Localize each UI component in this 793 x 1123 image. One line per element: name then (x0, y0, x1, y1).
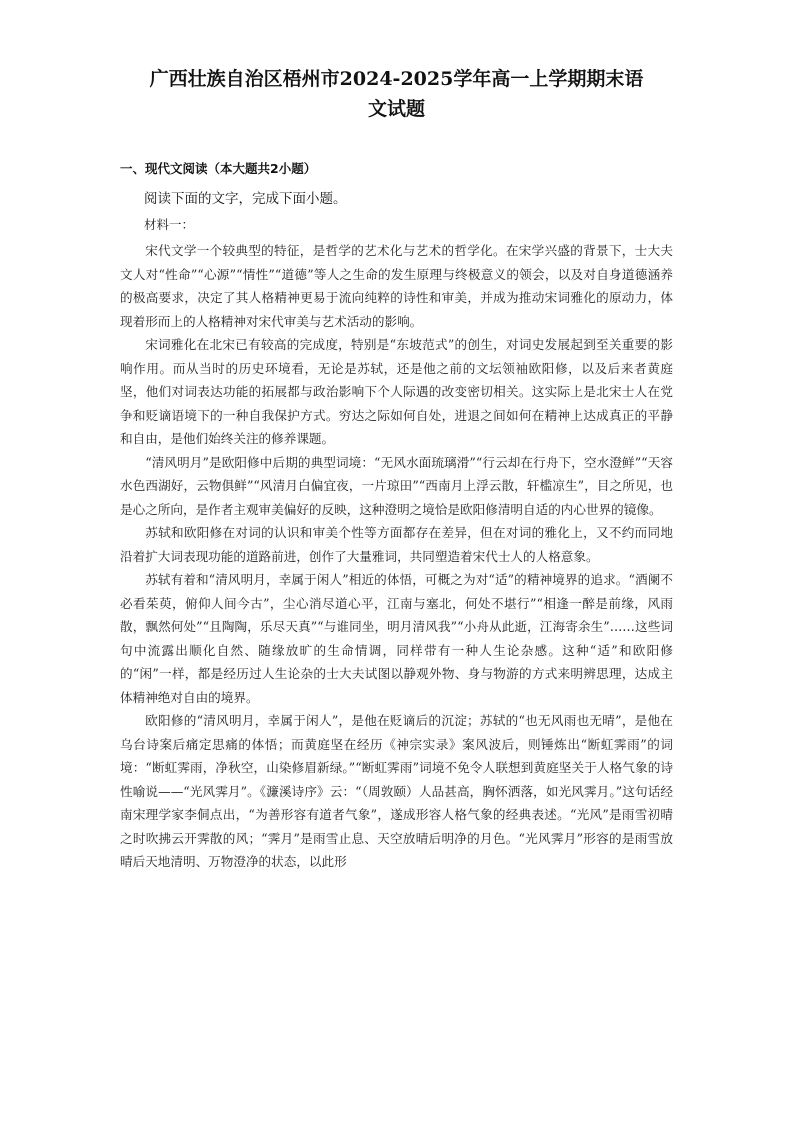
paragraph: “清风明月”是欧阳修中后期的典型词境：“无风水面琉璃滑”“行云却在行舟下，空水澄鲜”“天容水色西湖好，云物俱鲜”“风清月白偏宜夜，一片琼田”“西南月上浮云散，轩槛凉生”，目之所见，也是心之所向，是作者主观审美偏好的反映，这种澄明之境恰是欧阳修清明自适的内心世界的镜像。 (120, 454, 673, 517)
paragraph: 苏轼和欧阳修在对词的认识和审美个性等方面都存在差异，但在对词的雅化上，又不约而同地沿着扩大词表现功能的道路前进，创作了大量雅词，共同塑造着宋代士人的人格意象。 (120, 525, 673, 564)
paragraph: 宋词雅化在北宋已有较高的完成度，特别是“东坡范式”的创生，对词史发展起到至关重要的影响作用。而从当时的历史环境看，无论是苏轼，还是他之前的文坛领袖欧阳修，以及后来者黄庭坚，他们对词表达功能的拓展都与政治影响下个人际遇的改变密切相关。这实际上是北宋士人在党争和贬谪语境下的一种自我保护方式。穷达之际如何自处，进退之间如何在精神上达成真正的平静和自由，是他们始终关注的修养课题。 (120, 337, 673, 446)
document-title (100, 64, 693, 124)
paragraph: 欧阳修的“清风明月，幸属于闲人”，是他在贬谪后的沉淀；苏轼的“也无风雨也无晴”，是他在乌台诗案后痛定思痛的体悟；而黄庭坚在经历《神宗实录》案风波后，则锤炼出“断虹霁雨”的词境：“断虹霁雨，净秋空，山染修眉新绿。”“断虹霁雨”词境不免令人联想到黄庭坚关于人格气象的诗性喻说——“光风霁月”。《濂溪诗序》云：“（周敦颐）人品甚高，胸怀洒落，如光风霁月。”这句话经南宋理学家李侗点出，“为善形容有道者气象”，遂成形容人格气象的经典表述。“光风”是雨雪初晴之时吹拂云开霁散的风；“霁月”是雨雪止息、天空放晴后明净的月色。“光风霁月”形容的是雨雪放晴后天地清明、万物澄净的状态，以此形 (120, 713, 673, 869)
section-heading: 一、现代文阅读（本大题共2小题） (120, 161, 317, 176)
paragraph: 苏轼有着和“清风明月，幸属于闲人”相近的体悟，可概之为对“适”的精神境界的追求。“酒阑不必看茱萸，俯仰人间今古”，尘心消尽道心平，江南与塞北，何处不堪行”“相逢一醉是前缘，风雨散，飘然何处”“且陶陶，乐尽天真”“与谁同坐，明月清风我”“小舟从此逝，江海寄余生”……这些词句中流露出顺化自然、随缘放旷的生命情调，同样带有一种人生论杂感。这种“适”和欧阳修的“闲”一样，都是经历过人生论杂的士大夫试图以静观外物、身与物游的方式来明辨思理，达成主体精神绝对自由的境界。 (120, 572, 673, 705)
passage-body (120, 239, 673, 874)
title-line-2: 文试题 (367, 98, 425, 120)
material-label: 材料一： (144, 217, 195, 232)
paragraph: 宋代文学一个较典型的特征，是哲学的艺术化与艺术的哲学化。在宋学兴盛的背景下，士大夫文人对“性命”“心源”“情性”“道德”等人之生命的发生原理与终极意义的领会，以及对自身道德涵养的极高要求，决定了其人格精神更易于流向纯粹的诗性和审美，并成为推动宋词雅化的原动力，体现着形而上的人格精神对宋代审美与艺术活动的影响。 (120, 243, 673, 329)
title-line-1: 广西壮族自治区梧州市2024-2025学年高一上学期期末语 (149, 68, 644, 90)
reading-instruction: 阅读下面的文字，完成下面小题。 (144, 191, 347, 207)
